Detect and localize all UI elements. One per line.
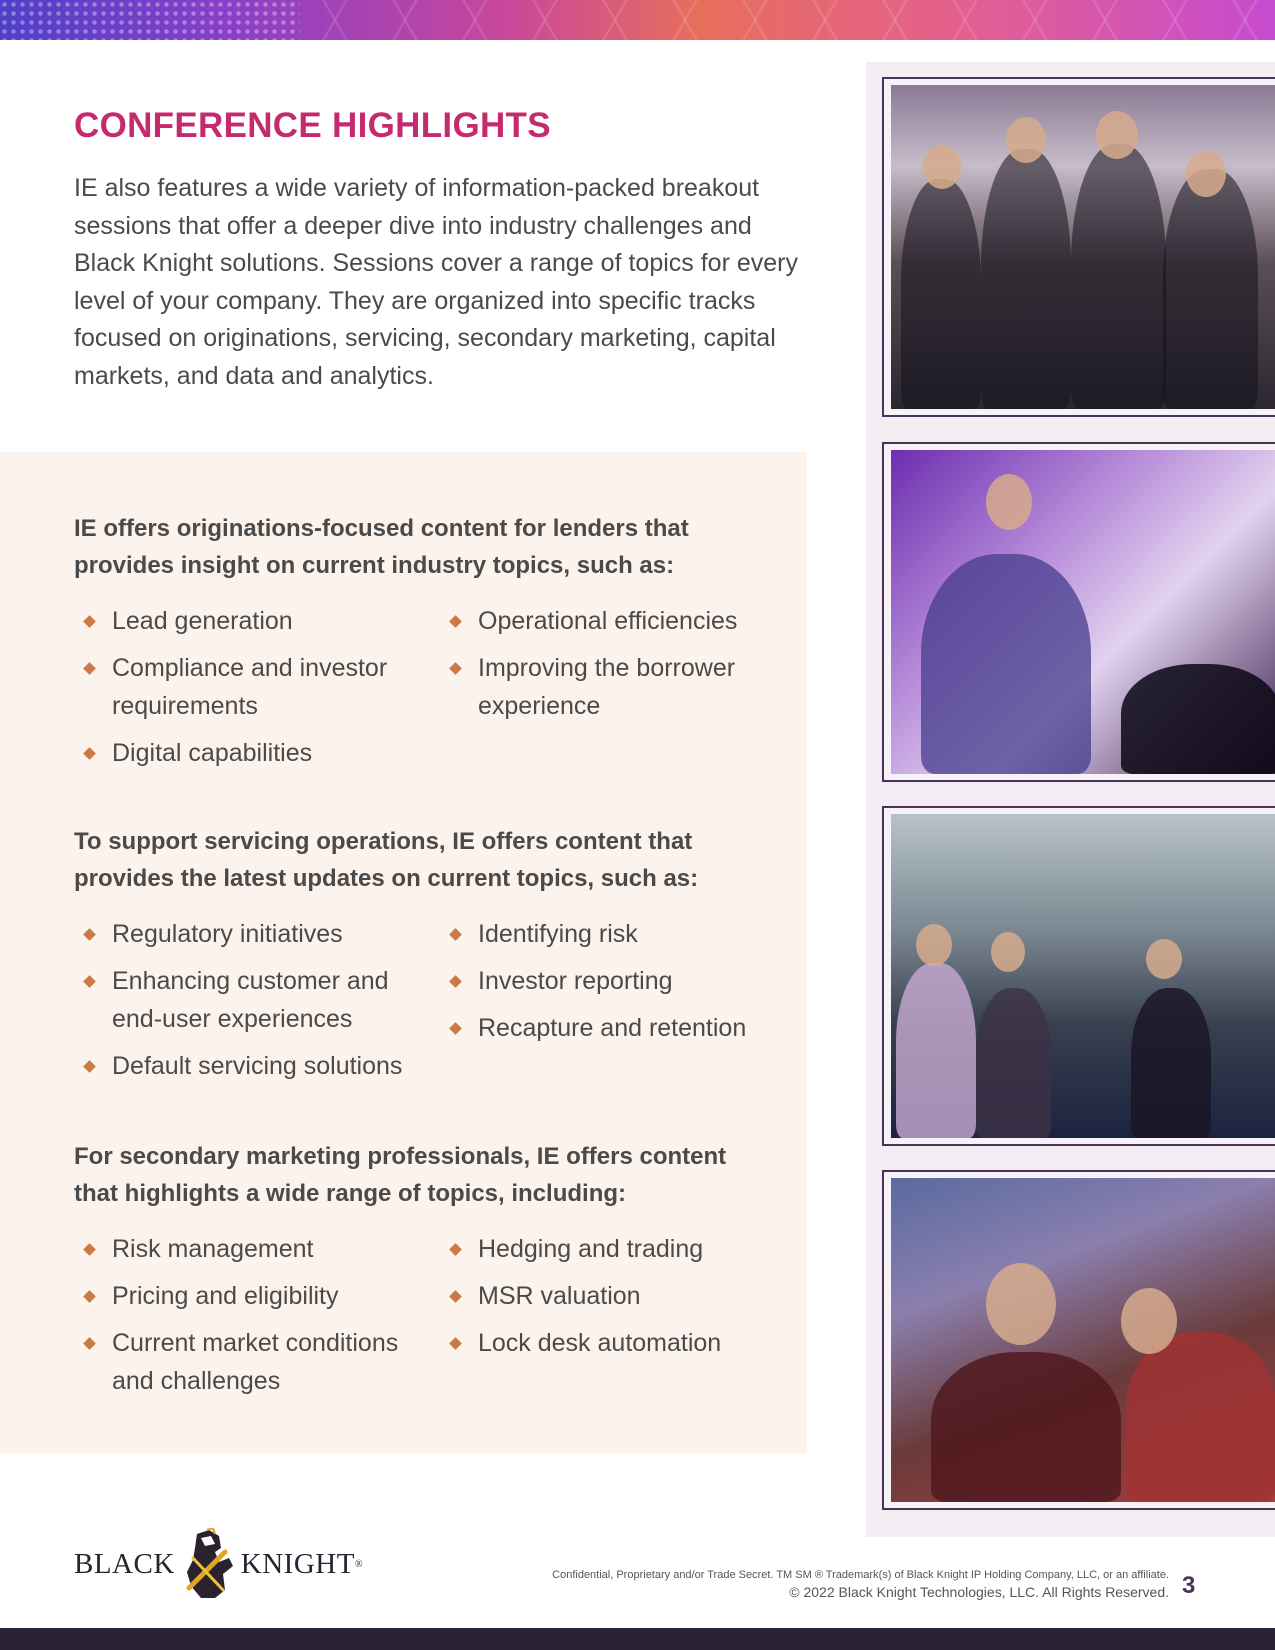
person-shape [1163,169,1258,409]
person-head [1096,111,1138,159]
list-item: Lock desk automation [440,1324,780,1362]
person-shape [896,963,976,1138]
black-knight-logo [74,1528,363,1600]
legal-notice [552,1567,1169,1601]
person-head [916,924,952,966]
diamond-bullet-icon [83,1337,96,1350]
dot-pattern [0,0,300,40]
list-item: MSR valuation [440,1277,780,1315]
audience-photo [891,814,1275,1138]
diamond-bullet-icon [449,975,462,988]
list-item: Recapture and retention [440,1009,780,1047]
person-head [1006,117,1046,163]
person-shape [931,1352,1121,1502]
diamond-bullet-icon [449,928,462,941]
diamond-bullet-icon [83,1290,96,1303]
audience-silhouette [1121,664,1275,774]
knight-logo-icon [179,1528,237,1600]
logo-text-right: KNIGHT [240,1547,355,1580]
list-item: Regulatory initiatives [74,915,424,953]
person-head [923,145,961,189]
diamond-bullet-icon [449,615,462,628]
legal-line-trademark: Confidential, Proprietary and/or Trade Secret. TM SM ® Trademark(s) of Black Knight IP Holding Company, LLC, or an affiliate. [552,1569,1169,1581]
diamond-bullet-icon [83,747,96,760]
list-item: Compliance and investor requirements [74,649,424,725]
person-head [986,474,1032,530]
intro-paragraph: IE also features a wide variety of information-packed breakout sessions that offer a deeper dive into industry challenges and Black Knight solutions. Sessions cover a range of topics for every level of your company. They are organized into specific tracks focused on originations, servicing, secondary marketing, capital markets, and data and analytics. [74,174,798,390]
diamond-bullet-icon [83,1060,96,1073]
diamond-bullet-icon [449,1243,462,1256]
list-item: Digital capabilities [74,734,424,772]
originations-list-right [440,602,780,734]
person-head [1121,1288,1177,1354]
list-item: Risk management [74,1230,424,1268]
person-head [1146,939,1182,979]
photo-frame-discussion [882,1170,1275,1510]
page-number: 3 [1182,1572,1196,1599]
diamond-bullet-icon [449,1022,462,1035]
diamond-bullet-icon [449,1290,462,1303]
list-item: Default servicing solutions [74,1047,424,1085]
person-shape [1126,1332,1275,1502]
diamond-bullet-icon [83,662,96,675]
person-head [1186,151,1226,197]
diamond-bullet-icon [83,928,96,941]
photo-frame-group [882,77,1275,417]
bottom-band [0,1628,1275,1650]
list-item: Current market conditions and challenges [74,1324,424,1400]
diamond-bullet-icon [83,1243,96,1256]
list-item: Improving the borrower experience [440,649,780,725]
person-shape [1071,144,1166,409]
logo-text-left: BLACK [74,1547,175,1580]
person-shape [901,179,981,409]
list-item: Pricing and eligibility [74,1277,424,1315]
originations-list-left [74,602,424,781]
section-heading-secondary-marketing: For secondary marketing professionals, IE offers content that highlights a wide range of topics, including: [74,1143,727,1207]
person-shape [921,554,1091,774]
diamond-bullet-icon [83,615,96,628]
list-item: Identifying risk [440,915,780,953]
page-title: CONFERENCE HIGHLIGHTS [74,106,551,145]
hexagon-pattern [300,0,1275,40]
section-heading-servicing: To support servicing operations, IE offers content that provides the latest updates on current topics, such as: [74,828,699,892]
diamond-bullet-icon [449,662,462,675]
diamond-bullet-icon [83,975,96,988]
person-shape [976,988,1051,1138]
person-shape [981,149,1071,409]
servicing-list-right [440,915,780,1056]
secondary-list-left [74,1230,424,1409]
section-heading-originations: IE offers originations-focused content for lenders that provides insight on current industry topics, such as: [74,515,689,579]
diamond-bullet-icon [449,1337,462,1350]
top-decorative-band [0,0,1275,40]
registered-mark: ® [354,1558,364,1570]
speaker-photo [891,450,1275,774]
list-item: Enhancing customer and end-user experiences [74,962,424,1038]
person-shape [1131,988,1211,1138]
secondary-list-right [440,1230,780,1371]
person-head [986,1263,1056,1345]
servicing-list-left [74,915,424,1094]
photo-frame-speaker [882,442,1275,782]
list-item: Investor reporting [440,962,780,1000]
list-item: Hedging and trading [440,1230,780,1268]
list-item: Operational efficiencies [440,602,780,640]
person-head [991,932,1025,972]
list-item: Lead generation [74,602,424,640]
photo-frame-audience [882,806,1275,1146]
legal-line-copyright: © 2022 Black Knight Technologies, LLC. All Rights Reserved. [789,1584,1169,1600]
discussion-photo [891,1178,1275,1502]
group-photo [891,85,1275,409]
